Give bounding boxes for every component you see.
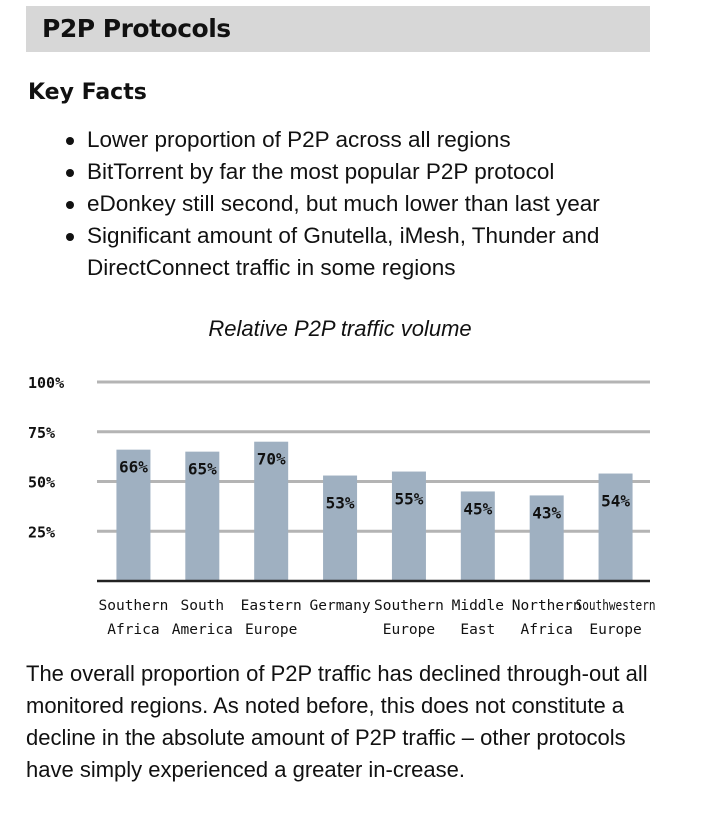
data-label: 43% [532, 503, 562, 523]
category-label: Northern [511, 598, 582, 614]
category-label: Europe [589, 622, 642, 638]
data-label: 55% [394, 489, 424, 509]
data-label: 66% [118, 457, 148, 477]
category-label: Europe [382, 622, 436, 638]
category-label: Germany [309, 598, 371, 614]
category-label: South [180, 598, 225, 614]
list-item-text: BitTorrent by far the most popular P2P protocol [87, 159, 555, 184]
data-label: 53% [325, 493, 355, 513]
category-label: Southern [374, 598, 444, 614]
data-label: 65% [187, 459, 217, 479]
bar [323, 476, 357, 581]
bar [392, 472, 426, 581]
list-item-text: eDonkey still second, but much lower than last year [87, 191, 600, 216]
y-tick-label: 25% [28, 523, 56, 542]
category-label: Southern [98, 598, 169, 614]
y-tick-label: 50% [28, 473, 56, 492]
list-item-text: Significant amount of Gnutella, iMesh, Thunder and DirectConnect traffic in some regions [87, 223, 600, 280]
bar [599, 474, 633, 581]
body-paragraph: The overall proportion of P2P traffic has declined through-out all monitored regions. As noted before, this does not constitute a decline in the absolute amount of P2P traffic – other protocols have simply experienced a greater in-crease. [26, 661, 648, 782]
category-label: Eastern [240, 598, 302, 614]
category-label: Europe [244, 622, 298, 638]
data-label: 45% [463, 499, 493, 519]
category-label: Middle [451, 598, 505, 614]
category-label: Africa [107, 622, 160, 638]
category-label: Africa [520, 622, 573, 638]
section-heading: Key Facts [28, 80, 147, 105]
y-tick-label: 75% [28, 423, 56, 442]
chart-title: Relative P2P traffic volume [208, 316, 472, 341]
y-tick-label: 100% [28, 374, 65, 392]
category-label: East [460, 622, 496, 638]
category-label: America [171, 622, 233, 638]
data-label: 70% [256, 449, 286, 469]
list-item-text: Lower proportion of P2P across all regions [87, 127, 511, 152]
page-title: P2P Protocols [42, 14, 231, 43]
data-label: 54% [601, 491, 631, 511]
category-label: Southwestern [575, 598, 656, 614]
